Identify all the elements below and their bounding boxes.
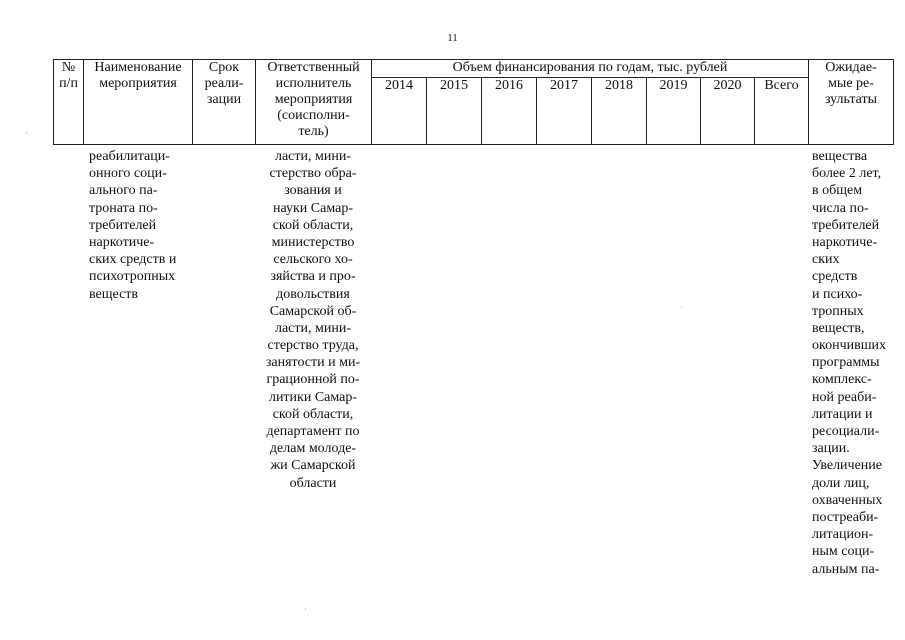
scan-speck: ·	[25, 128, 28, 138]
results-continuation: вещества более 2 лет, в общем числа по- требителей наркотиче- ских средств и психо- тропных веществ, окончивших программы комплекс- ной реаби- литации и ресоциали- зации. Увеличение доли лиц, охваченных постреаби- литацион- ным соци- альным па-	[812, 149, 886, 577]
scan-speck: ·	[304, 604, 307, 614]
header-year: 2018	[592, 78, 647, 145]
header-year: 2020	[701, 78, 755, 145]
header-results: Ожидае- мые ре- зультаты	[809, 60, 894, 145]
responsible-continuation: ласти, мини- стерство обра- зования и науки Самар- ской области, министерство сельского хо- зяйства и про- довольствия Самарской об- ласти, мини- стерство труда, занятости и ми- грационной по- литики Самар- ской области, департамент по делам молоде- жи Самарской области	[265, 149, 361, 491]
header-funding-title: Объем финансирования по годам, тыс. рублей	[372, 60, 809, 78]
event-name-continuation: реабилитаци- онного соци- ального па- троната по- требителей наркотиче- ских средств и психотропных веществ	[89, 149, 177, 302]
header-year: 2019	[647, 78, 701, 145]
header-year: 2017	[537, 78, 592, 145]
header-num: № п/п	[54, 60, 84, 145]
header-total: Всего	[755, 78, 809, 145]
header-term: Срок реали- зации	[193, 60, 256, 145]
page-number: 11	[447, 32, 458, 44]
header-year: 2015	[427, 78, 482, 145]
header-year: 2014	[372, 78, 427, 145]
scan-speck: ·	[680, 302, 683, 312]
header-name: Наименование мероприятия	[84, 60, 193, 145]
header-year: 2016	[482, 78, 537, 145]
header-responsible: Ответственный исполнитель мероприятия (соисполни- тель)	[256, 60, 372, 145]
header-table	[53, 59, 894, 145]
